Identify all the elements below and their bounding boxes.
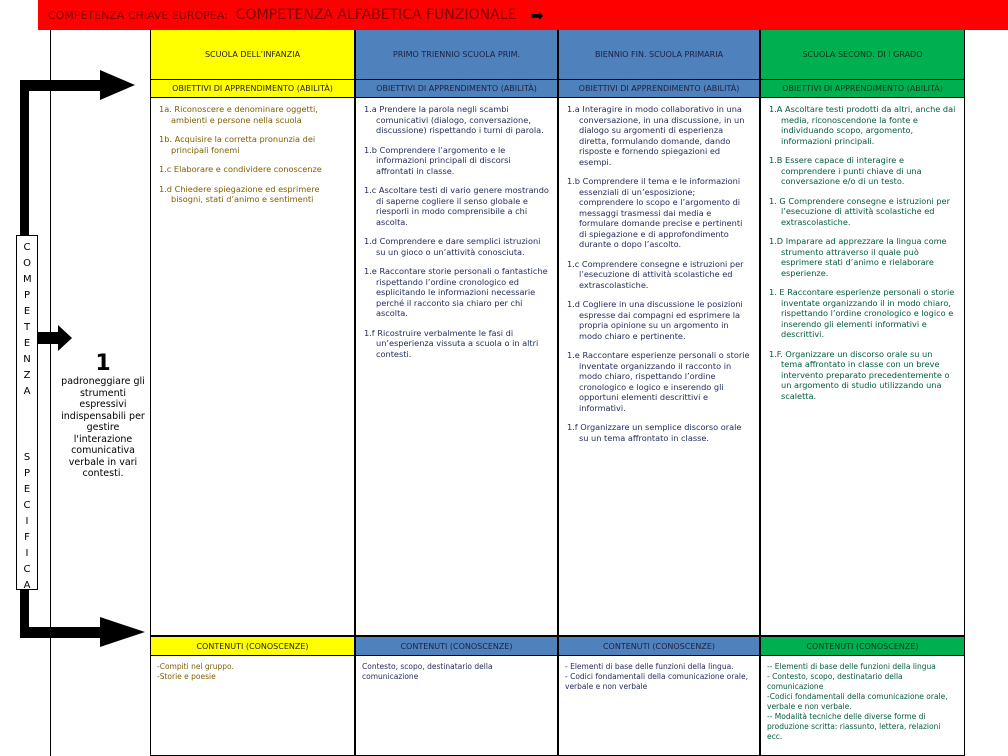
curriculum-table xyxy=(150,30,965,756)
vertical-label-2: SPECIFICA xyxy=(23,452,31,591)
content-item: -- Modalità tecniche delle diverse forme di produzione scritta: riassunto, lettera, relazioni ecc. xyxy=(767,712,941,741)
objective-item: 1.b Comprendere il tema e le informazioni essenziali di un’esposizione; comprendere lo scopo e l’argomento di messaggi trasmessi dai media e formulare domande precise e pertinenti di spiegazione e di approfondimento durante o dopo l’ascolto. xyxy=(567,176,743,249)
content-item: -- Elementi di base delle funzioni della lingua xyxy=(767,662,936,671)
objective-item: 1.f Ricostruire verbalmente le fasi di un’esperienza vissuta a scuola o in altri contesti. xyxy=(364,327,539,359)
objectives-header-label: OBIETTIVI DI APPRENDIMENTO (ABILITÀ) xyxy=(782,84,943,93)
competence-text: padroneggiare gli strumenti espressivi indispensabili per gestire l'interazione comunicativa verbale in vari contesti. xyxy=(61,376,145,479)
objectives-header-label: OBIETTIVI DI APPRENDIMENTO (ABILITÀ) xyxy=(172,84,333,93)
column-header xyxy=(760,30,965,80)
competenza-specifica-label xyxy=(16,235,38,590)
objective-item: 1.b Comprendere l’argomento e le informazioni principali di discorsi affrontati in classe. xyxy=(364,144,511,176)
vertical-label-1: COMPETENZA xyxy=(23,242,32,397)
content-item: - Elementi di base delle funzioni della lingua. xyxy=(565,662,734,671)
content-item: -Compiti nel gruppo. xyxy=(157,662,234,671)
objectives-header xyxy=(150,80,355,98)
objective-item: 1.F. Organizzare un discorso orale su un tema affrontato in classe con un breve intervento preparato precedentemente o un argomento di studio utilizzando una scaletta. xyxy=(769,348,950,401)
column-header-label: BIENNIO FIN. SCUOLA PRIMARIA xyxy=(594,50,724,59)
column-header xyxy=(150,30,355,80)
competence-number: 1 xyxy=(95,351,111,376)
bottom-arrow-icon xyxy=(20,588,145,647)
content-item: -Codici fondamentali della comunicazione orale, verbale e non verbale. xyxy=(767,692,948,711)
objective-item: 1.f Organizzare un semplice discorso orale su un tema affrontato in classe. xyxy=(567,422,742,443)
contents-list xyxy=(558,656,760,756)
objectives-list xyxy=(150,98,355,636)
objectives-header xyxy=(760,80,965,98)
objectives-header xyxy=(355,80,558,98)
objective-item: 1a. Riconoscere e denominare oggetti, ambienti e persone nella scuola xyxy=(159,104,318,125)
page-title: COMPETENZA ALFABETICA FUNZIONALE xyxy=(235,7,517,23)
objectives-header xyxy=(558,80,760,98)
competence-description xyxy=(58,352,148,480)
content-item: Contesto, scopo, destinatario della comunicazione xyxy=(362,662,493,681)
objective-item: 1.B Essere capace di interagire e comprendere i punti chiave di una conversazione e/o di un testo. xyxy=(769,155,922,186)
right-arrow-icon: ➡ xyxy=(530,5,544,25)
objective-item: 1.d Chiedere spiegazione ed esprimere bisogni, stati d’animo e sentimenti xyxy=(159,183,320,204)
objectives-header-label: OBIETTIVI DI APPRENDIMENTO (ABILITÀ) xyxy=(578,84,740,93)
objective-item: 1.d Cogliere in una discussione le posizioni espresse dai compagni ed esprimere la propria opinione su un argomento in modo chiaro e pertinente. xyxy=(567,299,743,341)
contents-header xyxy=(558,636,760,656)
column-header xyxy=(355,30,558,80)
objectives-list xyxy=(558,98,760,636)
content-item: -Storie e poesie xyxy=(157,672,216,681)
objectives-list xyxy=(760,98,965,636)
contents-header-label: CONTENUTI (CONOSCENZE) xyxy=(196,641,309,651)
objective-item: 1.e Raccontare esperienze personali o storie inventate organizzando il racconto in modo chiaro, rispettando l’ordine cronologico e logico e inserendo gli opportuni elementi descrittivi e informativi. xyxy=(567,350,750,413)
contents-header xyxy=(150,636,355,656)
objective-item: 1.D Imparare ad apprezzare la lingua come strumento attraverso il quale può esprimere stati d’animo e rielaborare esperienze. xyxy=(769,236,947,278)
contents-header xyxy=(355,636,558,656)
objective-item: 1b. Acquisire la corretta pronunzia dei principali fonemi xyxy=(159,134,316,155)
objective-item: 1.A Ascoltare testi prodotti da altri, anche dai media, riconoscendone la fonte e individuando scopo, argomento, informazioni principali. xyxy=(769,104,956,146)
contents-list xyxy=(355,656,558,756)
objective-item: 1.c Comprendere consegne e istruzioni per l’esecuzione di attività scolastiche ed extrascolastiche. xyxy=(567,258,744,290)
objective-item: 1.a Interagire in modo collaborativo in una conversazione, in una discussione, in un dialogo su argomenti di esperienza diretta, formulando domande, dando risposte e fornendo spiegazioni ed esempi. xyxy=(567,104,745,167)
contents-header xyxy=(760,636,965,656)
middle-arrow-icon xyxy=(38,325,72,351)
title-bar xyxy=(38,0,1008,30)
objective-item: 1.c Elaborare e condividere conoscenze xyxy=(159,164,322,174)
objective-item: 1. E Raccontare esperienze personali o storie inventate organizzando il in modo chiaro, rispettando l’ordine cronologico e logico e inserendo gli elementi informativi e descrittivi. xyxy=(769,287,955,339)
objective-item: 1.c Ascoltare testi di vario genere mostrando di saperne cogliere il senso globale e riesporli in modo comprensibile a chi ascolta. xyxy=(364,185,549,227)
objectives-header-label: OBIETTIVI DI APPRENDIMENTO (ABILITÀ) xyxy=(376,84,537,93)
objective-item: 1.d Comprendere e dare semplici istruzioni su un gioco o un’attività conosciuta. xyxy=(364,236,541,257)
objective-item: 1.e Raccontare storie personali o fantastiche rispettando l’ordine cronologico ed esplicitando le informazioni necessarie perché il racconto sia chiaro per chi ascolta. xyxy=(364,266,548,318)
objectives-list xyxy=(355,98,558,636)
contents-list xyxy=(760,656,965,756)
objective-item: 1.a Prendere la parola negli scambi comunicativi (dialogo, conversazione, discussione) rispettando i turni di parola. xyxy=(364,104,544,135)
contents-list xyxy=(150,656,355,756)
contents-header-label: CONTENUTI (CONOSCENZE) xyxy=(602,641,716,651)
content-item: - Contesto, scopo, destinatario della comunicazione xyxy=(767,672,903,691)
objective-item: 1. G Comprendere consegne e istruzioni per l’esecuzione di attività scolastiche ed extrascolastiche. xyxy=(769,195,950,227)
column-header-label: SCUOLA DELL’INFANZIA xyxy=(204,50,301,59)
column-header-label: PRIMO TRIENNIO SCUOLA PRIM. xyxy=(392,50,521,59)
contents-header-label: CONTENUTI (CONOSCENZE) xyxy=(806,641,919,651)
column-header-label: SCUOLA SECOND. DI I GRADO xyxy=(802,50,923,59)
contents-header-label: CONTENUTI (CONOSCENZE) xyxy=(400,641,513,651)
column-header xyxy=(558,30,760,80)
top-arrow-icon xyxy=(20,70,135,235)
title-prefix: COMPETENZA CHIAVE EUROPEA: xyxy=(48,8,228,22)
content-item: - Codici fondamentali della comunicazione orale, verbale e non verbale xyxy=(565,672,749,691)
